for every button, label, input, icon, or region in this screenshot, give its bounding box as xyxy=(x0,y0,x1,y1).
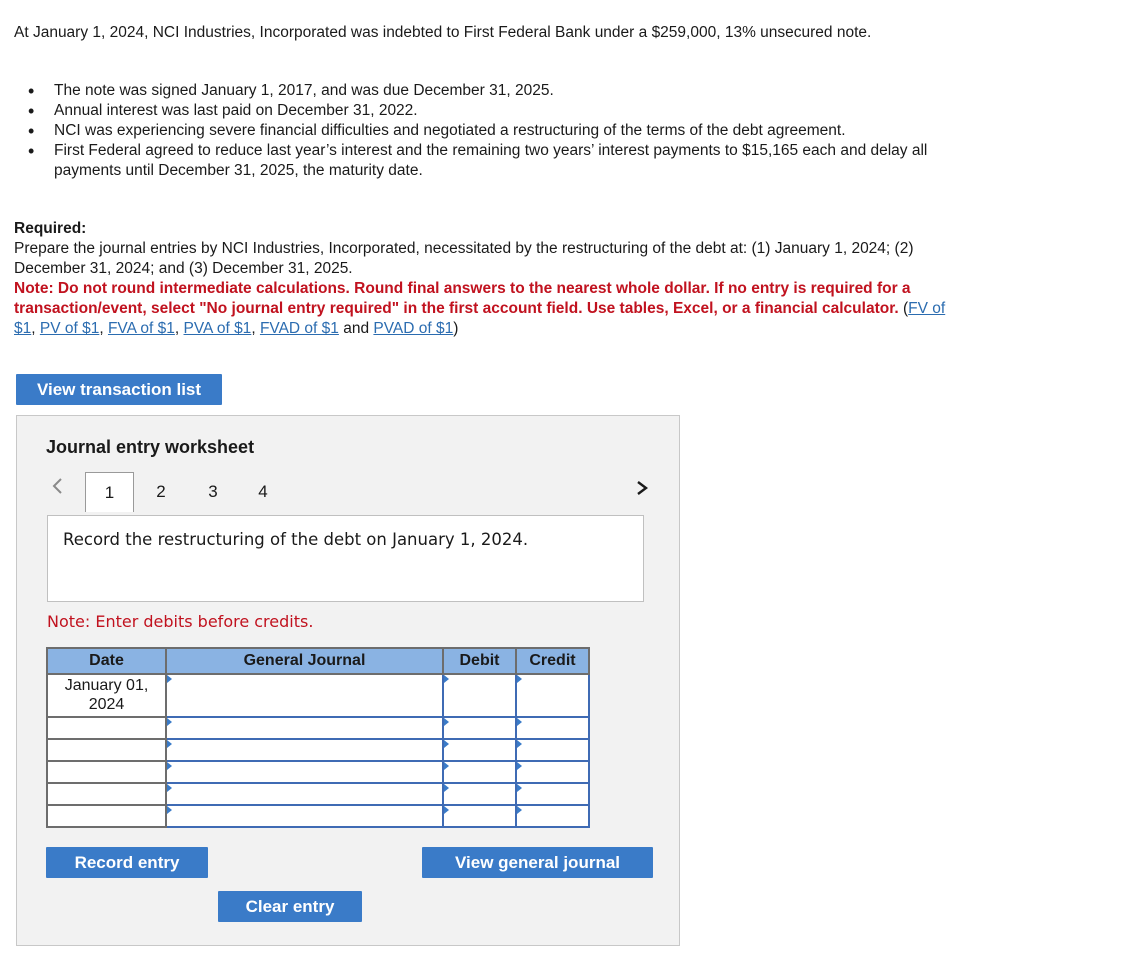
pvad-link[interactable]: PVAD of $1 xyxy=(373,320,454,337)
date-cell xyxy=(47,739,166,761)
fva-link[interactable]: FVA of $1 xyxy=(107,320,175,337)
problem-intro: At January 1, 2024, NCI Industries, Incorporated was indebted to First Federal Bank under a $259,000, 13% unsecured note. xyxy=(14,24,872,41)
debit-field[interactable] xyxy=(443,761,516,783)
view-transaction-list-button[interactable]: View transaction list xyxy=(16,374,222,405)
bullet-item: • Annual interest was last paid on December 31, 2022. xyxy=(14,101,949,121)
required-section xyxy=(14,219,949,339)
credit-field[interactable] xyxy=(516,717,589,739)
worksheet-title: Journal entry worksheet xyxy=(46,437,255,457)
credit-field[interactable] xyxy=(516,674,589,717)
bullet-item: • NCI was experiencing severe financial difficulties and negotiated a restructuring of the terms of the debt agreement. xyxy=(14,121,949,141)
fv-link[interactable]: FV of $1 xyxy=(14,300,946,337)
date-cell xyxy=(47,761,166,783)
chevron-right-icon[interactable] xyxy=(635,478,649,498)
account-field[interactable] xyxy=(166,739,443,761)
record-entry-button[interactable]: Record entry xyxy=(46,847,208,878)
table-row xyxy=(47,761,589,783)
account-field[interactable] xyxy=(166,805,443,827)
step-tab-3[interactable]: 3 xyxy=(208,482,218,501)
rounding-note: Note: Do not round intermediate calculations. Round final answers to the nearest whole dollar. If no entry is required for a transaction/event, select "No journal entry required" in the first account field. Use tables, Excel, or a financial calculator. (FV of $1, PV of $1, FVA of $1, PVA of $1, FVAD of $1 and PVAD of $1) xyxy=(14,280,946,337)
required-text: Prepare the journal entries by NCI Industries, Incorporated, necessitated by the restructuring of the debt at: (1) January 1, 2024; (2) December 31, 2024; and (3) December 31, 2025. xyxy=(14,240,914,277)
view-general-journal-button[interactable]: View general journal xyxy=(422,847,653,878)
links-close-paren: ) xyxy=(453,320,459,337)
journal-table xyxy=(46,647,590,828)
date-cell xyxy=(47,783,166,805)
pva-link[interactable]: PVA of $1 xyxy=(183,320,252,337)
credit-field[interactable] xyxy=(516,761,589,783)
date-cell: January 01, 2024 xyxy=(47,674,166,717)
links-open-paren: ( xyxy=(903,300,909,317)
date-cell xyxy=(47,805,166,827)
links-and: and xyxy=(343,320,370,337)
step-tab-2[interactable]: 2 xyxy=(156,482,166,501)
credit-field[interactable] xyxy=(516,783,589,805)
debit-field[interactable] xyxy=(443,674,516,717)
account-field[interactable] xyxy=(166,783,443,805)
debit-field[interactable] xyxy=(443,783,516,805)
table-row xyxy=(47,805,589,827)
credit-field[interactable] xyxy=(516,805,589,827)
debit-field[interactable] xyxy=(443,739,516,761)
account-field[interactable] xyxy=(166,717,443,739)
date-header: Date xyxy=(47,648,166,674)
entry-description: Record the restructuring of the debt on January 1, 2024. xyxy=(63,530,529,549)
problem-bullets xyxy=(14,81,949,181)
entry-description-box xyxy=(47,515,644,602)
debit-field[interactable] xyxy=(443,717,516,739)
pv-link[interactable]: PV of $1 xyxy=(39,320,100,337)
fvad-link[interactable]: FVAD of $1 xyxy=(259,320,339,337)
credit-field[interactable] xyxy=(516,739,589,761)
bullet-item: • First Federal agreed to reduce last year’s interest and the remaining two years’ interest payments to $15,165 each and delay all payments until December 31, 2025, the maturity date. xyxy=(14,141,949,181)
chevron-left-icon[interactable] xyxy=(51,476,63,496)
step-tab-1[interactable]: 1 xyxy=(85,472,134,512)
general-journal-header: General Journal xyxy=(166,648,443,674)
step-tab-4[interactable]: 4 xyxy=(258,482,268,501)
table-row xyxy=(47,739,589,761)
credit-header: Credit xyxy=(516,648,589,674)
table-row xyxy=(47,717,589,739)
rounding-note-text: Note: Do not round intermediate calculations. Round final answers to the nearest whole dollar. If no entry is required for a transaction/event, select "No journal entry required" in the first account field. Use tables, Excel, or a financial calculator. xyxy=(14,280,911,317)
required-title: Required: xyxy=(14,220,87,237)
debit-header: Debit xyxy=(443,648,516,674)
debits-note: Note: Enter debits before credits. xyxy=(47,612,314,631)
table-row xyxy=(47,674,589,717)
journal-entry-worksheet xyxy=(16,415,680,946)
clear-entry-button[interactable]: Clear entry xyxy=(218,891,362,922)
bullet-item: • The note was signed January 1, 2017, and was due December 31, 2025. xyxy=(14,81,949,101)
date-cell xyxy=(47,717,166,739)
account-field[interactable] xyxy=(166,674,443,717)
account-field[interactable] xyxy=(166,761,443,783)
table-row xyxy=(47,783,589,805)
debit-field[interactable] xyxy=(443,805,516,827)
